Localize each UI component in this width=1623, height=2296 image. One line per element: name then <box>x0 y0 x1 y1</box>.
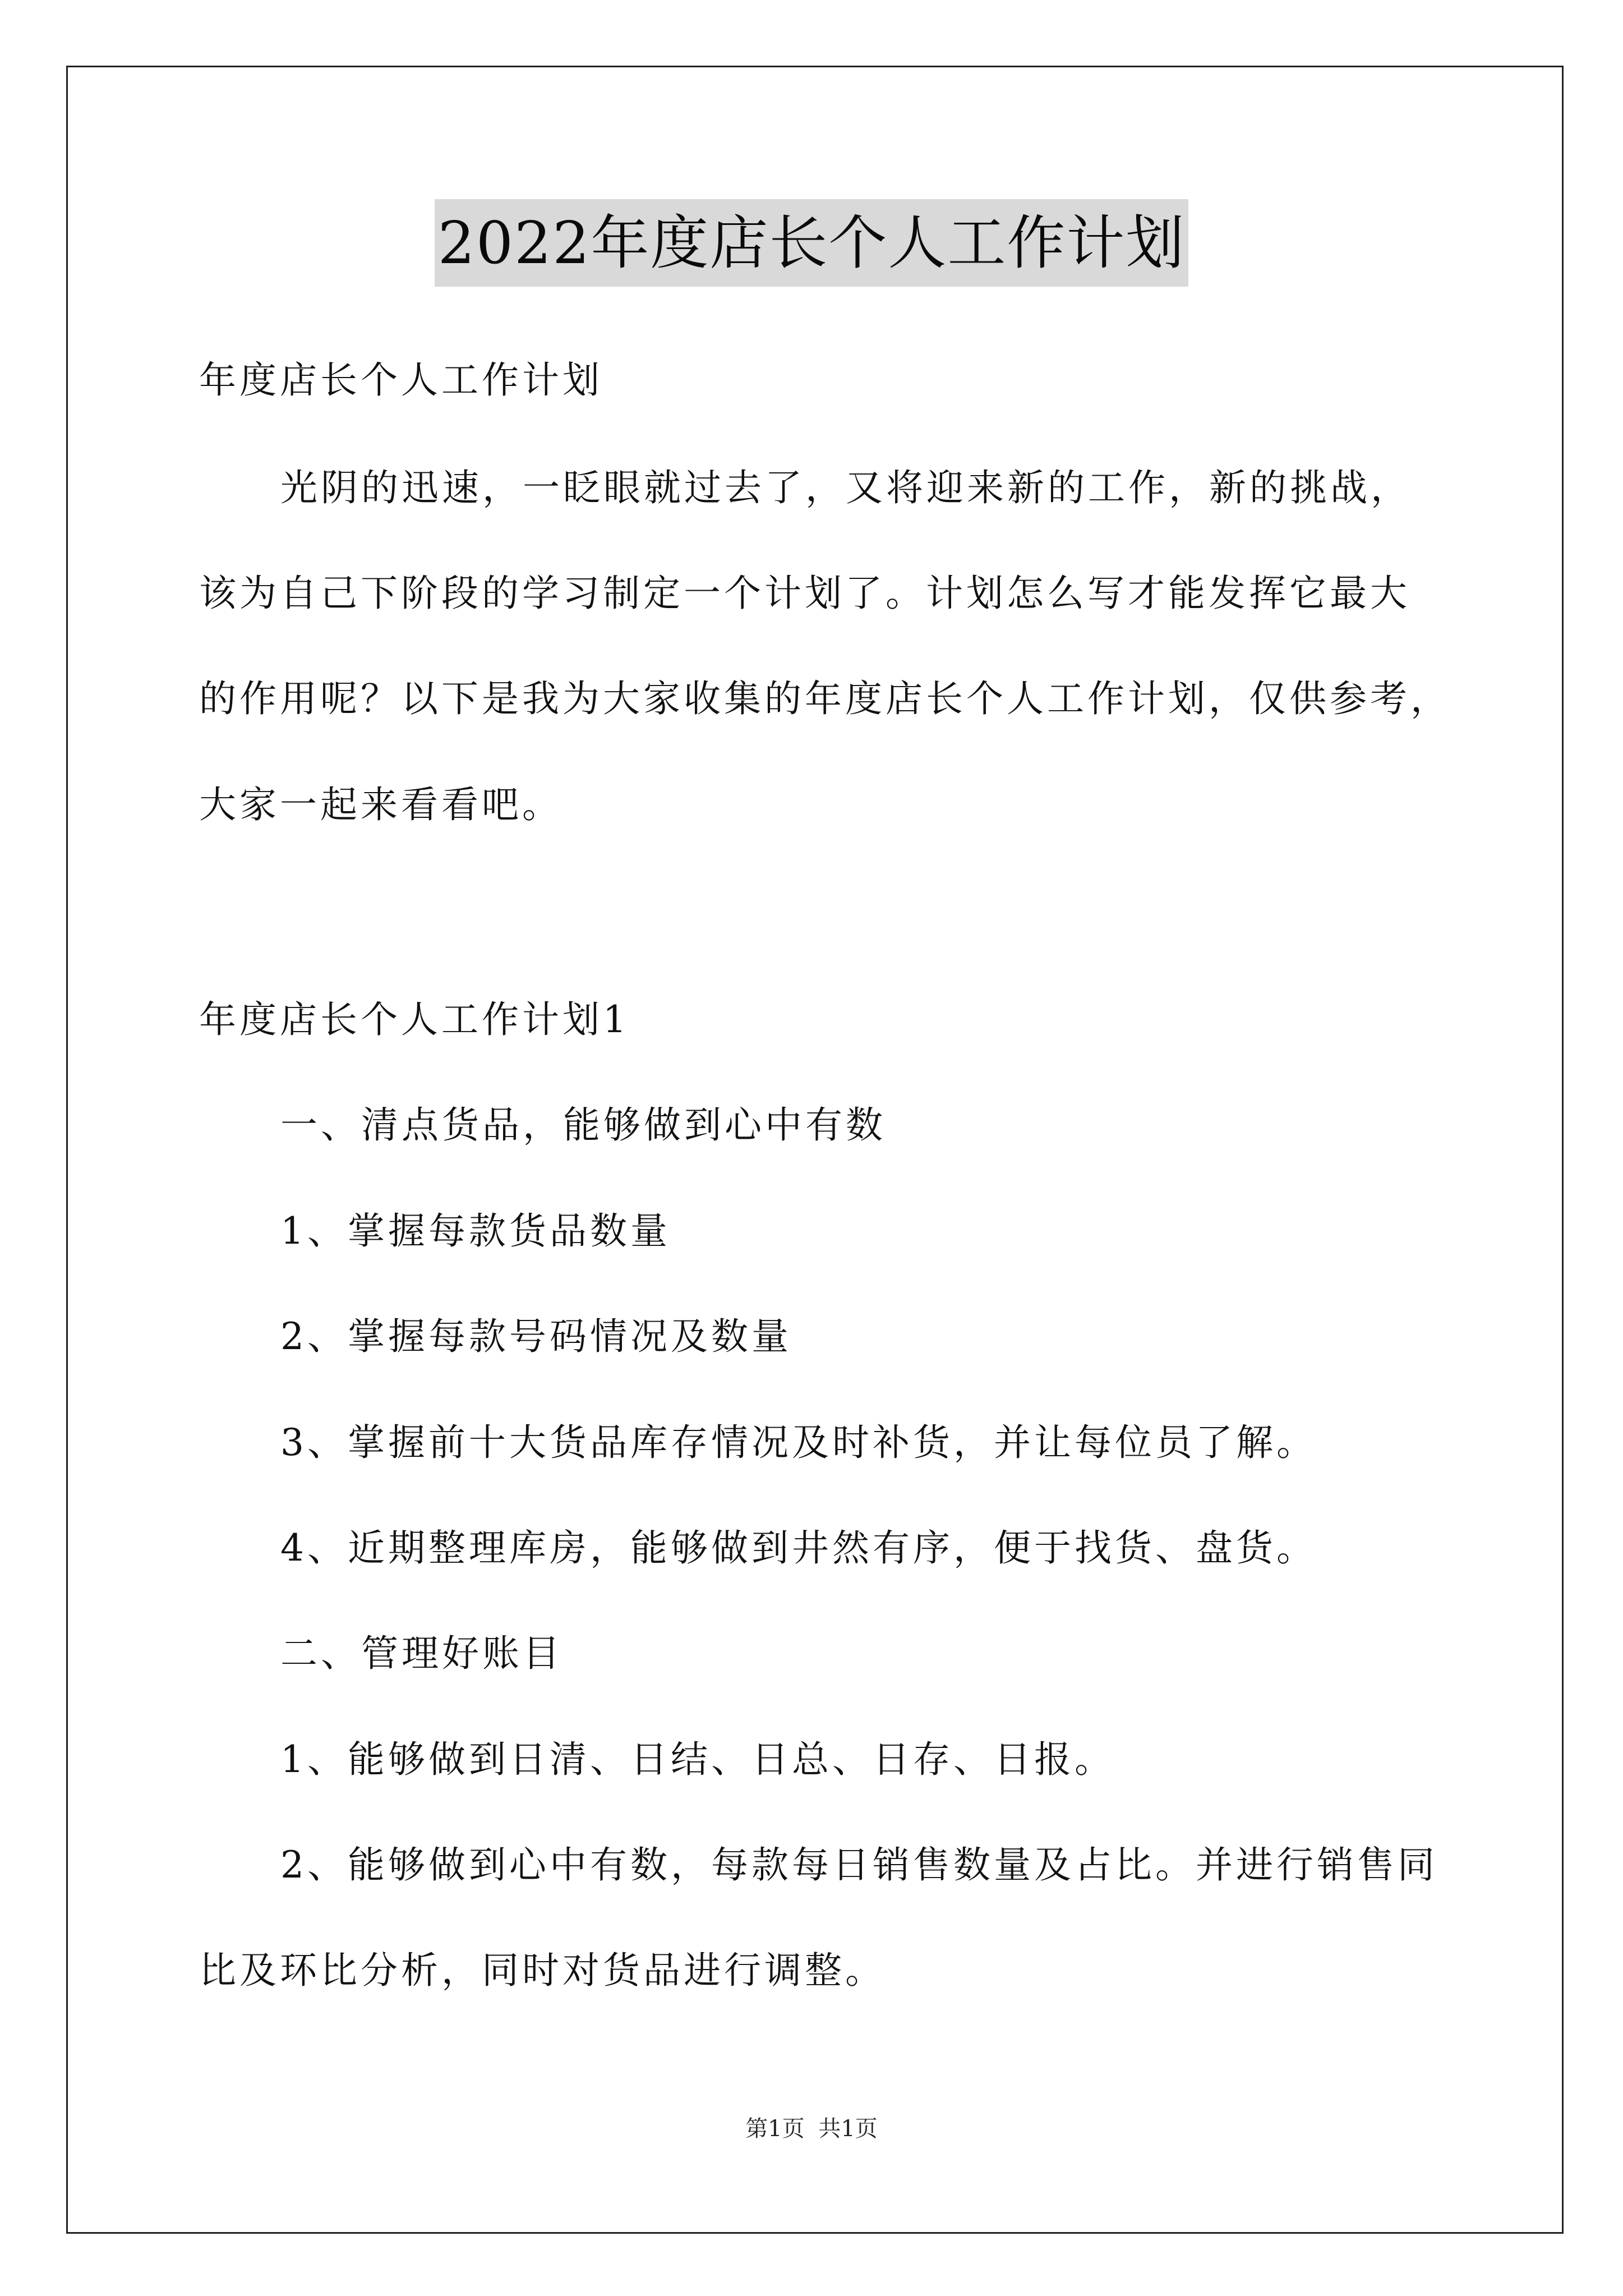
section-heading: 年度店长个人工作计划1 <box>199 998 630 1041</box>
list-item: 1、能够做到日清、日结、日总、日存、日报。 <box>280 1738 1115 1781</box>
intro-line-3: 的作用呢？以下是我为大家收集的年度店长个人工作计划，仅供参考， <box>199 677 1451 720</box>
part1-heading: 一、清点货品，能够做到心中有数 <box>280 1103 886 1147</box>
list-item-continuation: 比及环比分析，同时对货品进行调整。 <box>199 1949 886 1992</box>
part2-heading: 二、管理好账目 <box>280 1632 563 1675</box>
list-item: 3、掌握前十大货品库存情况及时补货，并让每位员了解。 <box>280 1421 1317 1464</box>
list-item: 4、近期整理库房，能够做到井然有序，便于找货、盘货。 <box>280 1526 1317 1570</box>
intro-line-1: 光阴的迅速，一眨眼就过去了，又将迎来新的工作，新的挑战， <box>280 466 1411 509</box>
title-container <box>0 199 1623 287</box>
list-item: 1、掌握每款货品数量 <box>280 1209 671 1253</box>
document-title: 2022年度店长个人工作计划 <box>435 199 1189 287</box>
intro-line-4: 大家一起来看看吧。 <box>199 783 562 826</box>
page-number-current: 第1页 <box>745 2116 805 2142</box>
intro-line-2: 该为自己下阶段的学习制定一个计划了。计划怎么写才能发挥它最大 <box>199 572 1410 615</box>
page-number-total: 共1页 <box>818 2116 878 2142</box>
page-footer <box>0 2115 1623 2143</box>
list-item: 2、能够做到心中有数，每款每日销售数量及占比。并进行销售同 <box>280 1843 1438 1887</box>
subtitle: 年度店长个人工作计划 <box>199 358 603 402</box>
list-item: 2、掌握每款号码情况及数量 <box>280 1315 792 1358</box>
